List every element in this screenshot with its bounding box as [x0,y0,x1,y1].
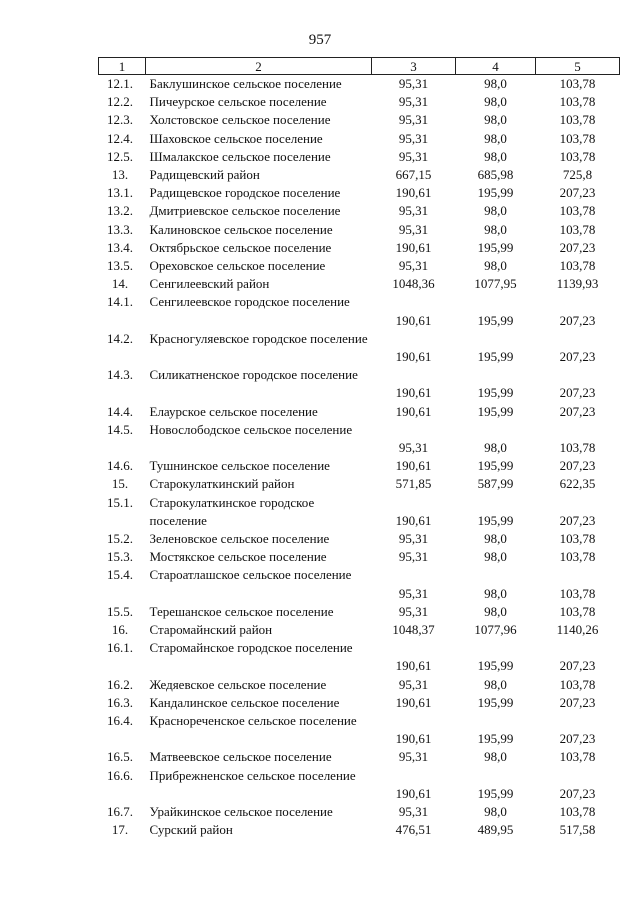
row-value-col5: 207,23 [559,731,596,747]
row-name: Радищевское городское поселение [149,185,341,201]
row-value-col3: 95,31 [398,148,429,164]
row-value-col5: 207,23 [559,385,596,401]
column-header-3: 3 [372,58,456,75]
row-value-col4: 98,0 [484,221,507,237]
row-value-col5: 1140,26 [556,622,599,638]
data-table [98,57,620,839]
row-value-col5: 207,23 [559,312,596,328]
row-value-col5: 103,78 [559,585,596,601]
row-value-col4: 1077,96 [474,622,517,638]
row-value-col4: 685,98 [477,167,514,183]
row-number: 16.7. [107,804,133,819]
row-value-col3: 571,85 [395,476,432,492]
row-value-col5: 103,78 [559,94,596,110]
row-value-col4: 98,0 [484,804,507,819]
row-value-col3: 190,61 [395,694,432,710]
row-number: 14. [111,276,129,292]
row-value-col4: 195,99 [477,785,514,801]
row-value-col3: 1048,37 [392,622,435,638]
row-number: 14.4. [107,403,133,419]
row-name: Матвеевское сельское поселение [149,749,332,765]
row-value-col3: 95,31 [398,531,429,547]
row-value-col4: 195,99 [477,403,514,419]
row-value-col3: 476,51 [395,822,432,838]
table-row [99,621,620,639]
row-value-col4: 1077,95 [474,276,517,292]
row-value-col3: 95,31 [398,440,429,455]
table-row [99,748,620,766]
row-number: 16.1. [107,640,133,656]
row-name: Пичеурское сельское поселение [149,94,327,110]
row-value-col3: 1048,36 [392,276,435,292]
table-row [99,130,620,148]
row-number: 15.2. [107,531,133,547]
row-name: Шаховское сельское поселение [149,130,323,146]
row-name: Сенгилеевское городское поселение [149,294,350,310]
row-value-col3: 95,31 [398,549,429,565]
row-number: 15. [111,476,129,492]
table-row [99,639,620,675]
row-value-col4: 195,99 [477,312,514,328]
row-name: Староатлашское сельское поселение [149,567,352,583]
row-value-col5: 103,78 [559,531,596,547]
row-name: Мостякское сельское поселение [149,549,327,565]
row-number: 14.6. [107,458,133,474]
row-name: Новослободское сельское поселение [149,421,353,437]
row-value-col4: 98,0 [484,676,507,692]
row-value-col3: 190,61 [395,403,432,419]
row-number: 14.2. [107,330,133,346]
row-value-col4: 98,0 [484,603,507,619]
row-number: 12.1. [107,76,133,91]
page-number: 957 [308,32,332,48]
table-row [99,293,620,329]
row-value-col3: 95,31 [398,203,429,219]
row-number: 13.1. [107,185,133,201]
row-name: Урайкинское сельское поселение [149,804,333,819]
row-name: Ореховское сельское поселение [149,258,326,274]
row-name: Терешанское сельское поселение [149,603,334,619]
table-row [99,221,620,239]
row-value-col5: 622,35 [559,476,596,492]
row-name: Зеленовское сельское поселение [149,531,330,547]
row-value-col5: 1139,93 [556,276,599,292]
table-row [99,421,620,457]
row-number: 16.2. [107,676,133,692]
row-value-col5: 207,23 [559,185,596,201]
table-row [99,330,620,366]
row-name: Прибрежненское сельское поселение [149,767,356,783]
row-name: Сенгилеевский район [149,276,270,292]
row-value-col4: 195,99 [477,658,514,674]
table-row [99,257,620,275]
table-row [99,239,620,257]
row-number: 16.6. [107,767,133,783]
row-number: 13.3. [107,221,133,237]
table-row [99,475,620,493]
table-row [99,566,620,602]
row-value-col5: 207,23 [559,403,596,419]
row-value-col5: 103,78 [559,76,596,91]
row-value-col3: 95,31 [398,112,429,128]
table-row [99,603,620,621]
row-number: 13.2. [107,203,133,219]
row-value-col4: 195,99 [477,185,514,201]
row-value-col5: 207,23 [559,785,596,801]
row-value-col5: 103,78 [559,148,596,164]
row-value-col3: 95,31 [398,603,429,619]
row-value-col5: 103,78 [559,804,596,819]
row-value-col5: 103,78 [559,112,596,128]
table-row [99,694,620,712]
table-row [99,275,620,293]
table-row [99,93,620,111]
row-value-col4: 98,0 [484,203,507,219]
row-name: Красногуляевское городское поселение [149,330,368,346]
row-value-col3: 190,61 [395,312,432,328]
row-number: 13. [111,167,129,183]
row-value-col5: 207,23 [559,512,596,528]
row-name: Сурский район [149,822,233,838]
row-value-col5: 103,78 [559,221,596,237]
row-value-col5: 103,78 [559,258,596,274]
row-value-col4: 195,99 [477,385,514,401]
row-number: 17. [111,822,129,838]
row-value-col4: 195,99 [477,731,514,747]
row-name: Старомайнский район [149,622,273,638]
row-name: Тушнинское сельское поселение [149,458,330,474]
row-value-col5: 725,8 [562,167,593,183]
table-row [99,676,620,694]
row-name: Елаурское сельское поселение [149,403,318,419]
row-number: 13.5. [107,258,133,274]
row-value-col4: 98,0 [484,549,507,565]
row-value-col5: 103,78 [559,203,596,219]
row-value-col3: 95,31 [398,804,429,819]
row-number: 12.3. [107,112,133,128]
row-value-col3: 190,61 [395,731,432,747]
row-number: 12.5. [107,148,133,164]
row-number: 14.1. [107,294,133,310]
row-number: 15.1. [107,494,133,510]
row-number: 16.5. [107,749,133,765]
row-number: 14.3. [107,367,133,383]
row-name: Шмалакское сельское поселение [149,148,331,164]
row-value-col3: 190,61 [395,512,432,528]
row-value-col5: 103,78 [559,676,596,692]
row-value-col3: 190,61 [395,239,432,255]
table-row [99,148,620,166]
row-value-col4: 98,0 [484,112,507,128]
row-value-col4: 98,0 [484,76,507,91]
row-value-col4: 489,95 [477,822,514,838]
row-value-col5: 517,58 [559,822,596,838]
row-value-col4: 98,0 [484,585,507,601]
table-row [99,530,620,548]
row-value-col3: 95,31 [398,94,429,110]
row-value-col5: 103,78 [559,749,596,765]
column-header-2: 2 [146,58,372,75]
row-value-col3: 190,61 [395,349,432,365]
row-value-col5: 103,78 [559,549,596,565]
row-name: Силикатненское городское поселение [149,367,358,383]
row-value-col3: 95,31 [398,585,429,601]
row-value-col5: 207,23 [559,458,596,474]
table-row [99,494,620,530]
row-number: 14.5. [107,421,133,437]
table-row [99,166,620,184]
row-number: 15.4. [107,567,133,583]
table-row [99,202,620,220]
table-row [99,75,620,94]
row-value-col4: 195,99 [477,458,514,474]
row-value-col3: 95,31 [398,221,429,237]
column-header-5: 5 [536,58,620,75]
row-value-col4: 98,0 [484,258,507,274]
row-value-col3: 190,61 [395,658,432,674]
row-value-col5: 103,78 [559,440,596,455]
row-value-col4: 98,0 [484,94,507,110]
table-row [99,111,620,129]
table-row [99,767,620,803]
row-name: Октябрьское сельское поселение [149,239,332,255]
row-value-col5: 103,78 [559,130,596,146]
row-value-col4: 98,0 [484,440,507,455]
column-header-1: 1 [99,58,146,75]
row-value-col3: 95,31 [398,676,429,692]
row-number: 15.3. [107,549,133,565]
row-value-col4: 195,99 [477,512,514,528]
row-number: 16. [111,622,129,638]
row-value-col3: 95,31 [398,749,429,765]
row-value-col3: 95,31 [398,130,429,146]
row-number: 13.4. [107,239,133,255]
row-name: Кандалинское сельское поселение [149,694,340,710]
row-value-col4: 195,99 [477,239,514,255]
row-value-col3: 667,15 [395,167,432,183]
row-name: Старокулаткинский район [149,476,295,492]
table-row [99,403,620,421]
column-header-4: 4 [456,58,536,75]
row-value-col3: 190,61 [395,785,432,801]
table-body [99,75,620,840]
row-value-col5: 207,23 [559,658,596,674]
row-value-col4: 587,99 [477,476,514,492]
table-row [99,712,620,748]
row-number: 15.5. [107,603,133,619]
row-value-col4: 98,0 [484,130,507,146]
row-number: 12.4. [107,130,133,146]
row-name: Баклушинское сельское поселение [149,76,342,91]
row-value-col3: 95,31 [398,76,429,91]
row-value-col4: 98,0 [484,531,507,547]
row-value-col3: 95,31 [398,258,429,274]
row-value-col5: 207,23 [559,239,596,255]
row-name: Краснореченское сельское поселение [149,713,357,729]
header-row [99,58,620,75]
row-value-col5: 207,23 [559,349,596,365]
row-name: Холстовское сельское поселение [149,112,331,128]
row-value-col3: 190,61 [395,385,432,401]
table-row [99,366,620,402]
row-value-col4: 195,99 [477,349,514,365]
row-name: Радищевский район [149,167,260,183]
row-name: Дмитриевское сельское поселение [149,203,341,219]
table-row [99,457,620,475]
row-name: Старокулаткинское городское поселение [149,494,315,528]
row-number: 16.4. [107,713,133,729]
table-row [99,548,620,566]
table-header [99,58,620,75]
row-value-col3: 190,61 [395,458,432,474]
row-value-col5: 103,78 [559,603,596,619]
row-value-col4: 98,0 [484,148,507,164]
row-value-col4: 98,0 [484,749,507,765]
row-name: Калиновское сельское поселение [149,221,333,237]
row-value-col3: 190,61 [395,185,432,201]
table-row [99,184,620,202]
table-row [99,803,620,821]
row-number: 16.3. [107,694,133,710]
row-value-col5: 207,23 [559,694,596,710]
row-name: Старомайнское городское поселение [149,640,353,656]
row-number: 12.2. [107,94,133,110]
table-row [99,821,620,839]
row-name: Жедяевское сельское поселение [149,676,327,692]
row-value-col4: 195,99 [477,694,514,710]
